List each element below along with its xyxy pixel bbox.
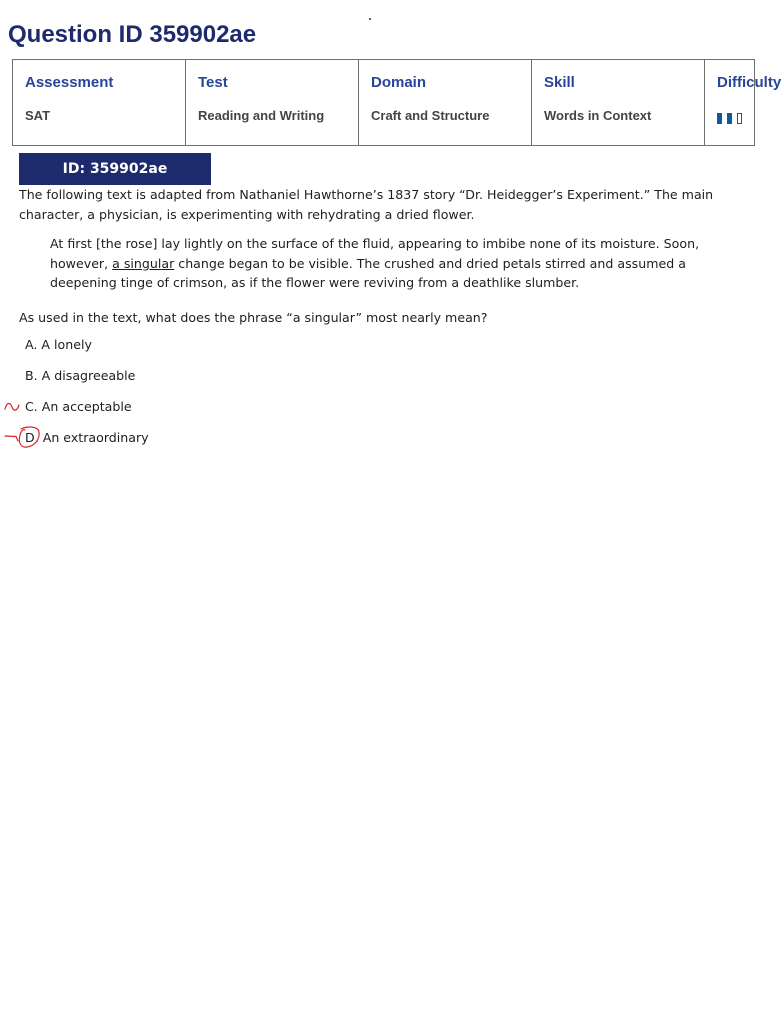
meta-cell-skill — [532, 60, 705, 146]
meta-value-domain: Craft and Structure — [371, 108, 490, 123]
choice-a-text: A lonely — [41, 337, 92, 352]
meta-cell-domain — [359, 60, 532, 146]
difficulty-indicator — [717, 113, 742, 124]
handwritten-answer-circle-mark — [3, 424, 43, 450]
meta-heading-assessment: Assessment — [25, 74, 114, 91]
choice-d-text: An extraordinary — [42, 430, 149, 445]
passage-text — [50, 234, 740, 293]
passage-underlined-phrase: a singular — [112, 255, 175, 271]
stray-dot — [369, 18, 371, 20]
meta-value-test: Reading and Writing — [198, 108, 325, 123]
meta-value-assessment: SAT — [25, 108, 51, 123]
difficulty-box-filled — [727, 113, 732, 124]
choice-d-letter: D. — [25, 430, 39, 445]
question-id-banner: ID: 359902ae — [19, 153, 211, 185]
passage-text-before: At first [the rose] lay lightly on the surface of the fluid, appearing to imbibe none of its moisture. Soon, however, — [50, 236, 700, 271]
question-prompt: As used in the text, what does the phrase “a singular” most nearly mean? — [19, 310, 488, 325]
meta-heading-domain: Domain — [371, 74, 427, 91]
meta-heading-skill: Skill — [544, 74, 575, 91]
page-title: Question ID 359902ae — [8, 21, 257, 48]
passage-text-after: change began to be visible. The crushed and dried petals stirred and assumed a deepening tinge of crimson, as if the flower were reviving from a deathlike slumber. — [50, 255, 686, 290]
difficulty-box-empty — [737, 113, 742, 124]
choice-b-text: A disagreeable — [41, 368, 136, 383]
meta-heading-difficulty: Difficulty — [717, 74, 781, 91]
difficulty-box-filled — [717, 113, 722, 124]
meta-cell-test — [186, 60, 359, 146]
meta-cell-assessment — [13, 60, 186, 146]
choice-b-letter: B. — [25, 368, 38, 383]
choice-a-letter: A. — [25, 337, 38, 352]
choice-b[interactable] — [25, 366, 135, 385]
choice-c-text: An acceptable — [41, 399, 132, 414]
meta-value-skill: Words in Context — [544, 108, 652, 123]
choice-c[interactable] — [25, 397, 132, 416]
question-intro: The following text is adapted from Nathaniel Hawthorne’s 1837 story “Dr. Heidegger’s Experiment.” The main character, a physician, is experimenting with rehydrating a dried flower. — [19, 187, 714, 222]
handwritten-squiggle-mark — [4, 400, 22, 414]
meta-cell-difficulty — [705, 60, 781, 146]
question-meta-table — [12, 59, 781, 146]
choice-d[interactable] — [25, 428, 149, 447]
choice-a[interactable] — [25, 335, 92, 354]
meta-heading-test: Test — [198, 74, 228, 91]
choice-c-letter: C. — [25, 399, 38, 414]
